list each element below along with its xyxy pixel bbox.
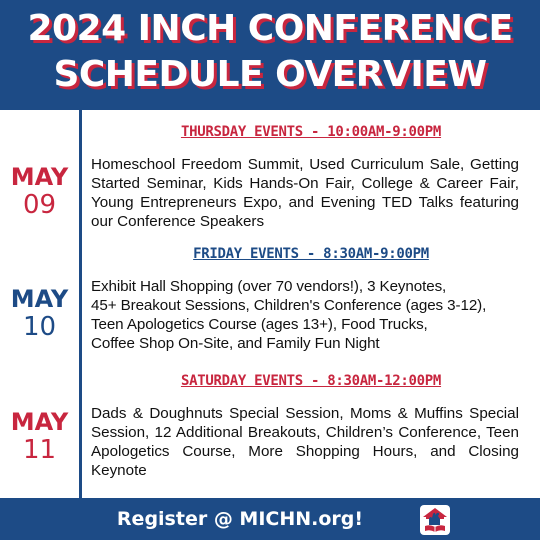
- description-line: Teen Apologetics Course (ages 13+), Food Trucks,: [91, 316, 428, 333]
- event-title-saturday: SATURDAY EVENTS - 8:30AM-12:00PM: [180, 373, 442, 389]
- michn-logo-icon: [420, 505, 450, 535]
- date-saturday: [0, 409, 79, 465]
- date-thursday: [0, 164, 79, 220]
- event-description-saturday: Dads & Doughnuts Special Session, Moms & Muffins Special Session, 12 Additional Breakouts, Children’s Conference, Teen Apologetics Course, More Shopping Hours, and Closing Keynote: [91, 405, 519, 479]
- description-line: Exhibit Hall Shopping (over 70 vendors!), 3 Keynotes,: [91, 278, 447, 295]
- description-line: Coffee Shop On-Site, and Family Fun Night: [91, 335, 380, 352]
- date-friday: [0, 286, 79, 342]
- register-link[interactable]: Register @ MICHN.org!: [116, 508, 364, 530]
- header-banner: [0, 0, 540, 110]
- footer-banner: [0, 498, 540, 540]
- date-column-divider: [79, 110, 82, 498]
- event-title-friday: FRIDAY EVENTS - 8:30AM-9:00PM: [193, 246, 429, 262]
- event-title-thursday: THURSDAY EVENTS - 10:00AM-9:00PM: [180, 124, 442, 140]
- date-day: 10: [22, 312, 57, 342]
- date-day: 11: [22, 435, 57, 465]
- page-title-line-2: SCHEDULE OVERVIEW: [53, 54, 487, 95]
- date-month: MAY: [10, 285, 69, 313]
- event-description-thursday: Homeschool Freedom Summit, Used Curriculum Sale, Getting Started Seminar, Kids Hands-On Fair, College & Career Fair, Young Entrepreneurs Expo, and Evening TED Talks featuring our Conference Speakers: [91, 156, 519, 230]
- date-month: MAY: [10, 408, 69, 436]
- date-month: MAY: [10, 163, 69, 191]
- event-description-friday: [91, 277, 519, 353]
- page-title-line-1: 2024 INCH CONFERENCE: [27, 8, 513, 49]
- description-line: 45+ Breakout Sessions, Children's Conference (ages 3-12),: [91, 297, 487, 314]
- date-day: 09: [22, 190, 57, 220]
